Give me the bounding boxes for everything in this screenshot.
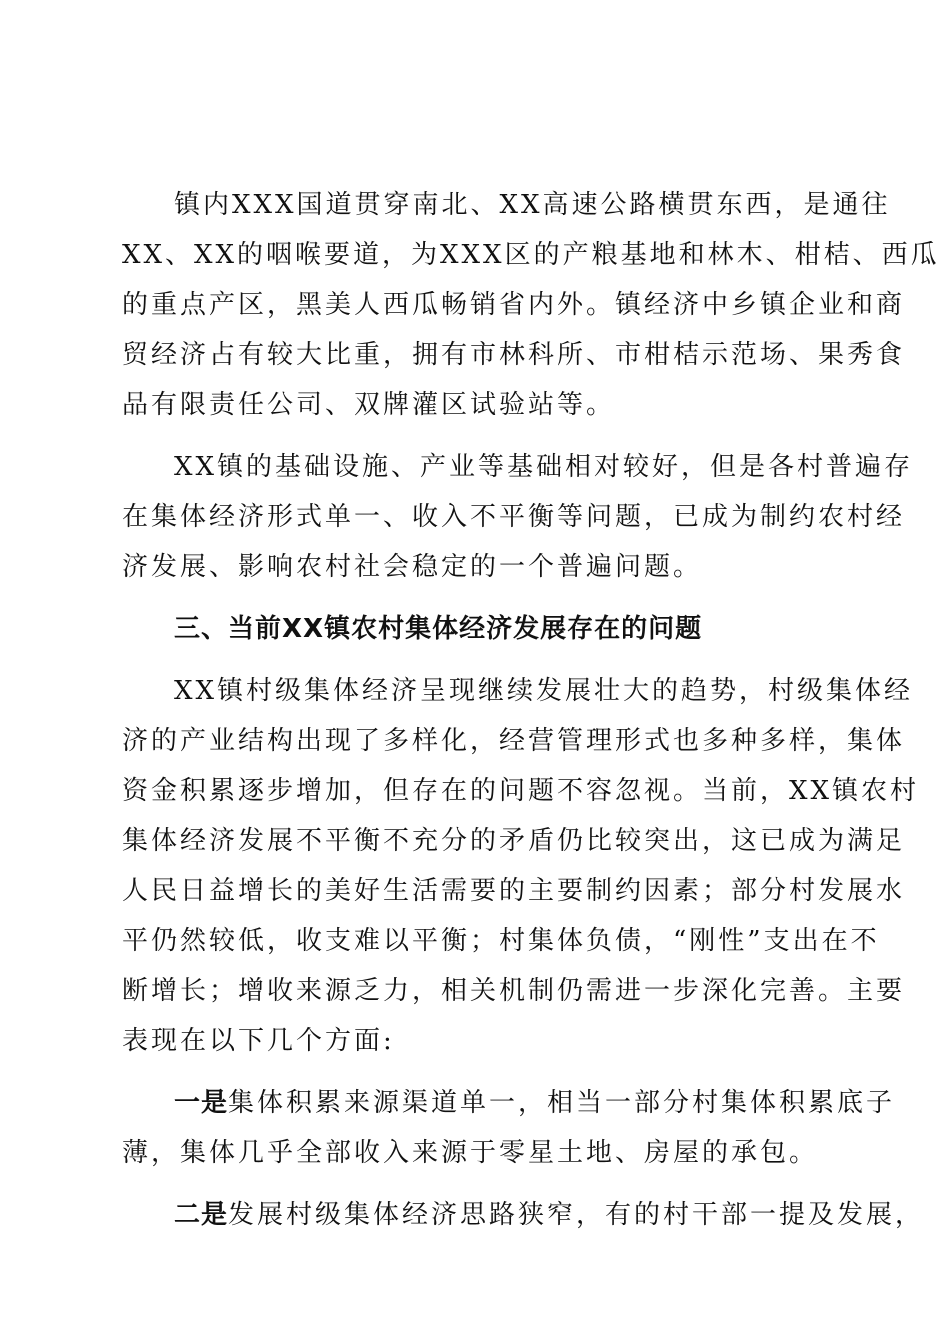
text-line: 表现在以下几个方面: (122, 1026, 395, 1056)
text-line (122, 1190, 925, 1240)
text-run: 集体积累来源渠道单一，相当一部分村集体积累底子 (228, 1088, 896, 1118)
point-lead: 一是 (174, 1088, 229, 1118)
text-run: 发展村级集体经济思路狭窄，有的村干部一提及发展， (228, 1200, 925, 1230)
text-line: XX镇的基础设施、产业等基础相对较好，但是各村普遍存 (174, 452, 914, 482)
text-line: 资金积累逐步增加，但存在的问题不容忽视。当前，XX镇农村 (122, 776, 920, 806)
text-line: 在集体经济形式单一、收入不平衡等问题，已成为制约农村经 (122, 502, 906, 532)
paragraph-location (122, 180, 940, 430)
text-line: 品有限责任公司、双牌灌区试验站等。 (122, 390, 616, 420)
paragraph-infrastructure (122, 442, 914, 592)
document-page (122, 180, 940, 1240)
text-line: 断增长；增收来源乏力，相关机制仍需进一步深化完善。主要 (122, 976, 906, 1006)
text-line: 集体经济发展不平衡不充分的矛盾仍比较突出，这已成为满足 (122, 826, 906, 856)
paragraph-point-two (122, 1190, 925, 1240)
text-line (122, 1078, 896, 1128)
text-line: 人民日益增长的美好生活需要的主要制约因素；部分村发展水 (122, 876, 906, 906)
paragraph-point-one (122, 1078, 896, 1178)
text-line: 平仍然较低，收支难以平衡；村集体负债，“刚性”支出在不 (122, 926, 880, 956)
text-line: 济的产业结构出现了多样化，经营管理形式也多种多样，集体 (122, 726, 906, 756)
text-line: XX、XX的咽喉要道，为XXX区的产粮基地和林木、柑桔、西瓜 (122, 240, 940, 270)
text-line: XX镇村级集体经济呈现继续发展壮大的趋势，村级集体经 (174, 676, 914, 706)
text-line: 的重点产区，黑美人西瓜畅销省内外。镇经济中乡镇企业和商 (122, 290, 906, 320)
text-line: 镇内XXX国道贯穿南北、XX高速公路横贯东西，是通往 (174, 190, 891, 220)
text-line: 济发展、影响农村社会稳定的一个普遍问题。 (122, 552, 703, 582)
paragraph-problems-overview (122, 666, 920, 1066)
text-line: 贸经济占有较大比重，拥有市林科所、市柑桔示范场、果秀食 (122, 340, 906, 370)
point-lead: 二是 (174, 1200, 229, 1230)
section-heading: 三、当前XX镇农村集体经济发展存在的问题 (174, 614, 703, 644)
text-line: 薄，集体几乎全部收入来源于零星土地、房屋的承包。 (122, 1138, 819, 1168)
